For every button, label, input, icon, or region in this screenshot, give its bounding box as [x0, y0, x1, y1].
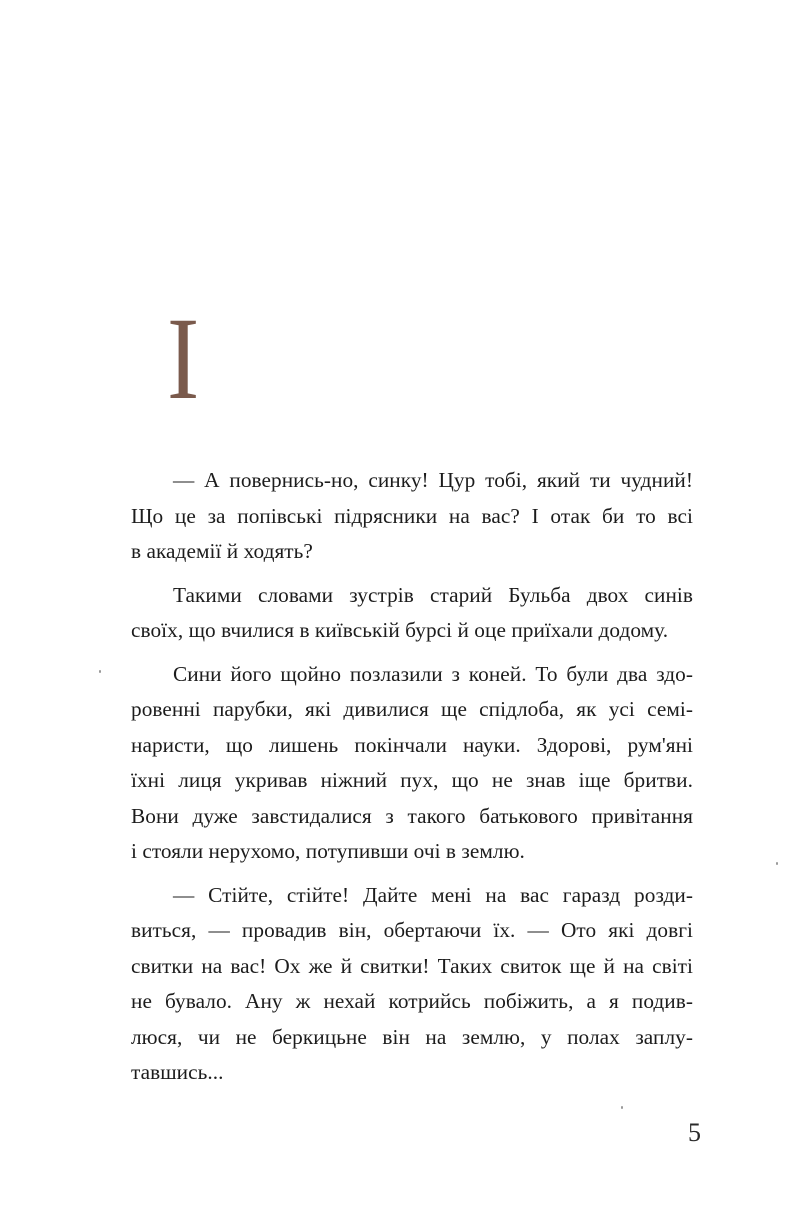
text-line: наристи, що лишень покінчали науки. Здорові, рум'яні	[131, 732, 693, 757]
body-text	[131, 463, 693, 1099]
scan-speck	[621, 1106, 623, 1109]
text-line: тавшись...	[131, 1060, 224, 1084]
scan-speck	[99, 670, 101, 673]
paragraph-3	[131, 657, 693, 870]
text-line: Сини його щойно позлазили з коней. То були два здо-	[173, 661, 693, 686]
text-line: Вони дуже завстидалися з такого батькового привітання	[131, 803, 693, 828]
text-line: — Стійте, стійте! Дайте мені на вас гаразд розди-	[173, 882, 693, 907]
text-line: своїх, що вчилися в київській бурсі й оце приїхали додому.	[131, 618, 669, 642]
page-number: 5	[688, 1118, 701, 1147]
text-line: їхні лиця укривав ніжний пух, що не знав іще бритви.	[131, 768, 693, 792]
text-line: виться, — провадив він, обертаючи їх. — Ото які довгі	[131, 918, 693, 942]
text-line: не бувало. Ану ж нехай котрийсь побіжить, а я подив-	[131, 989, 693, 1013]
paragraph-4	[131, 878, 693, 1091]
text-line: і стояли нерухомо, потупивши очі в землю.	[131, 839, 525, 863]
text-line: в академії й ходять?	[131, 539, 313, 563]
text-line: — А повернись-но, синку! Цур тобі, який ти чудний!	[173, 468, 693, 492]
chapter-numeral: I	[167, 293, 200, 424]
text-line: Що це за попівські підрясники на вас? І отак би то всі	[131, 503, 693, 528]
text-line: ровенні парубки, які дивилися ще спідлоба, як усі семі-	[131, 697, 693, 721]
paragraph-1	[131, 463, 693, 570]
text-line: Такими словами зустрів старий Бульба двох синів	[173, 582, 693, 607]
text-line: свитки на вас! Ох же й свитки! Таких свиток ще й на світі	[131, 953, 693, 978]
text-line: люся, чи не беркицьне він на землю, у полах заплу-	[131, 1024, 693, 1049]
paragraph-2	[131, 578, 693, 649]
scan-speck	[776, 862, 778, 865]
